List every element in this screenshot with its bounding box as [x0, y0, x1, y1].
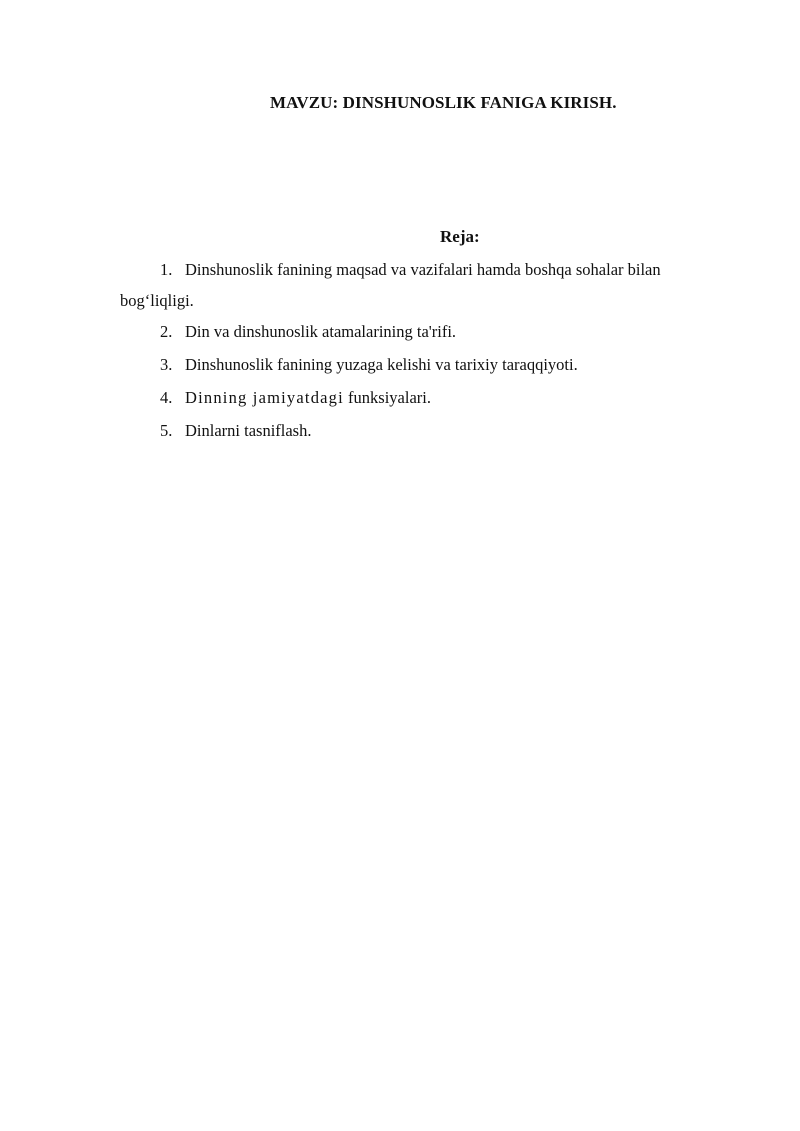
- plan-item-text-rest: funksiyalari.: [343, 388, 431, 407]
- plan-item-text-spaced: Dinning jamiyatdagi: [185, 388, 344, 407]
- plan-item-text: Din va dinshunoslik atamalarining ta'rifi.: [185, 322, 457, 341]
- plan-item-text: Dinlarni tasniflash.: [185, 421, 312, 440]
- plan-item-number: 2.: [160, 322, 173, 341]
- plan-item-number: 5.: [160, 421, 173, 440]
- plan-item-text: Dinshunoslik fanining yuzaga kelishi va tarixiy taraqqiyoti.: [185, 355, 578, 374]
- plan-item-number: 1.: [160, 260, 173, 279]
- plan-item-1-continuation: bog‘liqligi.: [120, 291, 194, 310]
- plan-item-text: Dinshunoslik fanining maqsad va vazifalari hamda boshqa sohalar bilan: [185, 260, 661, 279]
- plan-item-number: 4.: [160, 388, 173, 407]
- plan-item-number: 3.: [160, 355, 173, 374]
- document-title: MAVZU: DINSHUNOSLIK FANIGA KIRISH.: [270, 93, 617, 112]
- plan-heading: Reja:: [440, 227, 480, 246]
- plan-item-text: [185, 388, 431, 408]
